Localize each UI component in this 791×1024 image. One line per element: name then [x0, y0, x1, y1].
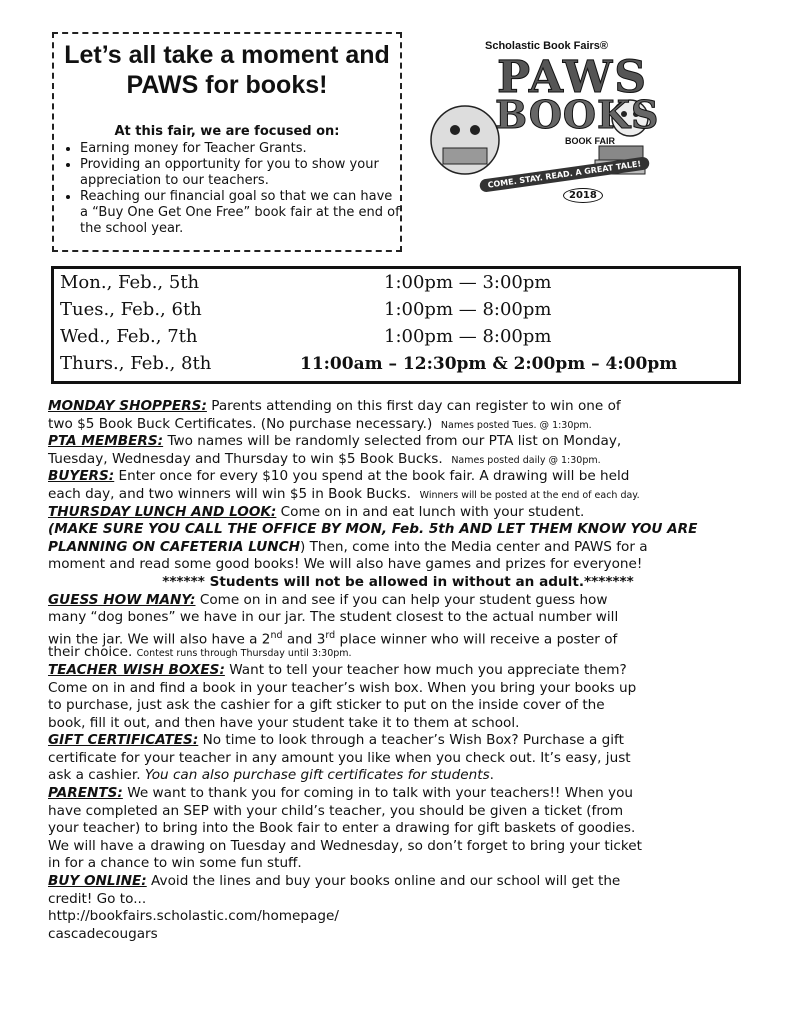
thursday-lunch — [48, 504, 748, 522]
section-text: certificate for your teacher in any amount you like when you check out. It’s easy, just — [48, 749, 631, 766]
section-text: have completed an SEP with your child’s teacher, you should be given a ticket (from — [48, 802, 624, 819]
text-line — [48, 451, 748, 469]
section-text: No time to look through a teacher’s Wish Box? Purchase a gift — [198, 732, 624, 749]
text-line — [48, 680, 748, 698]
text-line — [48, 820, 748, 838]
section-text: Come on in and see if you can help your student guess how — [195, 591, 608, 608]
schedule-row — [54, 323, 738, 350]
schedule-row — [54, 296, 738, 323]
schedule-day: Thurs., Feb., 8th — [60, 353, 212, 374]
schedule-time: 1:00pm — 8:00pm — [384, 299, 552, 320]
text-line — [48, 539, 748, 557]
text-line — [48, 574, 748, 592]
focus-list — [54, 141, 400, 237]
text-line — [48, 715, 748, 733]
parents — [48, 785, 748, 803]
section-heading: BUY ONLINE: — [48, 873, 147, 890]
section-text: each day, and two winners will win $5 in Book Bucks. — [48, 485, 411, 502]
bookfair-url-path[interactable]: cascadecougars — [48, 925, 158, 942]
section-heading: BUYERS: — [48, 468, 115, 485]
section-text: (MAKE SURE YOU CALL THE OFFICE BY MON, Feb. 5th AND LET THEM KNOW YOU ARE — [48, 521, 698, 538]
guess-how-many — [48, 592, 748, 610]
focus-item: • Earning money for Teacher Grants. — [80, 141, 400, 157]
section-text: Want to tell your teacher how much you appreciate them? — [224, 661, 627, 678]
section-text: Parents attending on this first day can register to win one of — [206, 398, 621, 414]
section-text: Come on in and find a book in your teacher’s wish box. When you bring your books up — [48, 679, 637, 696]
section-text: . — [489, 767, 494, 784]
section-text: to purchase, just ask the cashier for a gift sticker to put on the inside cover of the — [48, 697, 605, 714]
buy-online — [48, 873, 748, 891]
text-line — [48, 767, 748, 785]
section-text: their choice. — [48, 644, 133, 661]
section-text: moment and read some good books! We will also have games and prizes for everyone! — [48, 556, 643, 573]
section-heading: PARENTS: — [48, 785, 123, 802]
section-text: place winner who will receive a poster of — [335, 631, 618, 648]
section-text: and 3 — [282, 631, 326, 648]
text-line — [48, 891, 748, 909]
logo-year: 2018 — [563, 188, 603, 203]
adult-warning: ****** Students will not be allowed in without an adult.******* — [162, 573, 634, 590]
text-line — [48, 838, 748, 856]
buyers — [48, 468, 748, 486]
schedule-day: Tues., Feb., 6th — [60, 299, 202, 320]
section-text: your teacher) to bring into the Book fair to enter a drawing for gift baskets of goodies. — [48, 820, 636, 837]
text-line — [48, 416, 748, 434]
logo-books: BOOKS — [495, 92, 660, 137]
section-text: Two names will be randomly selected from our PTA list on Monday, — [163, 433, 622, 450]
section-text: win the jar. We will also have a 2 — [48, 631, 271, 648]
section-text: ask a cashier. — [48, 767, 145, 784]
section-text: PLANNING ON CAFETERIA LUNCH — [48, 538, 300, 555]
details — [48, 398, 748, 943]
section-text: We will have a drawing on Tuesday and Wednesday, so don’t forget to bring your ticket — [48, 837, 642, 854]
monday-shoppers — [48, 398, 748, 416]
schedule-time: 1:00pm — 3:00pm — [384, 272, 552, 293]
schedule-time: 1:00pm — 8:00pm — [384, 326, 552, 347]
schedule-time: 11:00am – 12:30pm & 2:00pm – 4:00pm — [300, 354, 678, 374]
logo-fair: BOOK FAIR — [565, 136, 616, 146]
section-heading: GUESS HOW MANY: — [48, 591, 196, 608]
text-line — [48, 908, 748, 926]
section-text: Avoid the lines and buy your books online and our school will get the — [146, 873, 621, 890]
text-line — [48, 750, 748, 768]
intro-box — [52, 32, 402, 252]
text-line — [48, 855, 748, 873]
schedule-row — [54, 269, 738, 296]
logo-brand: Scholastic Book Fairs® — [485, 40, 609, 52]
paws-for-books-logo — [425, 40, 660, 210]
logo-paws: PAWS — [497, 52, 649, 103]
section-text: You can also purchase gift certificates for students — [144, 767, 490, 784]
section-note: Contest runs through Thursday until 3:30pm. — [136, 648, 352, 660]
text-line — [48, 803, 748, 821]
section-text: Come on in and eat lunch with your student. — [276, 503, 585, 520]
section-text: book, fill it out, and then have your student take it to them at school. — [48, 714, 520, 731]
section-text: Enter once for every $10 you spend at the book fair. A drawing will be held — [114, 468, 630, 485]
section-text: many “dog bones” we have in our jar. The student closest to the actual number will — [48, 609, 619, 626]
schedule-day: Mon., Feb., 5th — [60, 272, 200, 293]
pta-members — [48, 433, 748, 451]
bookfair-url[interactable]: http://bookfairs.scholastic.com/homepage/ — [48, 908, 339, 925]
section-text: ) Then, come into the Media center and PAWS for a — [299, 538, 648, 555]
section-text: credit! Go to... — [48, 890, 147, 907]
ordinal-suffix: rd — [325, 629, 336, 641]
focus-item: • Reaching our financial goal so that we can have a “Buy One Get One Free” book fair at the end of the school year. — [80, 189, 400, 237]
schedule-row — [54, 350, 738, 377]
section-note: Winners will be posted at the end of each day. — [419, 489, 640, 501]
section-text: We want to thank you for coming in to talk with your teachers!! When you — [122, 785, 634, 802]
teacher-wish-boxes — [48, 662, 748, 680]
ordinal-suffix: nd — [270, 629, 283, 641]
text-line — [48, 521, 748, 539]
focus-item: • Providing an opportunity for you to show your appreciation to our teachers. — [80, 157, 400, 189]
schedule-box — [51, 266, 741, 384]
section-heading: THURSDAY LUNCH AND LOOK: — [48, 503, 277, 520]
section-heading: TEACHER WISH BOXES: — [48, 661, 225, 678]
section-text: Tuesday, Wednesday and Thursday to win $5 Book Bucks. — [48, 450, 443, 467]
section-heading: GIFT CERTIFICATES: — [48, 732, 199, 749]
headline: Let’s all take a moment and PAWS for books! — [64, 41, 390, 99]
section-text: in for a chance to win some fun stuff. — [48, 855, 302, 872]
focus-title: At this fair, we are focused on: — [114, 124, 340, 139]
schedule-day: Wed., Feb., 7th — [60, 326, 198, 347]
text-line — [48, 486, 748, 504]
section-heading: PTA MEMBERS: — [48, 433, 164, 450]
section-text: two $5 Book Buck Certificates. (No purchase necessary.) — [48, 415, 433, 432]
section-note: Names posted daily @ 1:30pm. — [451, 454, 601, 466]
logo-tagline: COME. STAY. READ. A GREAT TALE! — [479, 156, 650, 193]
text-line — [48, 697, 748, 715]
text-line — [48, 609, 748, 627]
section-heading: MONDAY SHOPPERS: — [48, 398, 207, 414]
section-note: Names posted Tues. @ 1:30pm. — [440, 419, 592, 431]
text-line — [48, 556, 748, 574]
text-line — [48, 627, 748, 648]
gift-certificates — [48, 732, 748, 750]
text-line — [48, 926, 748, 944]
